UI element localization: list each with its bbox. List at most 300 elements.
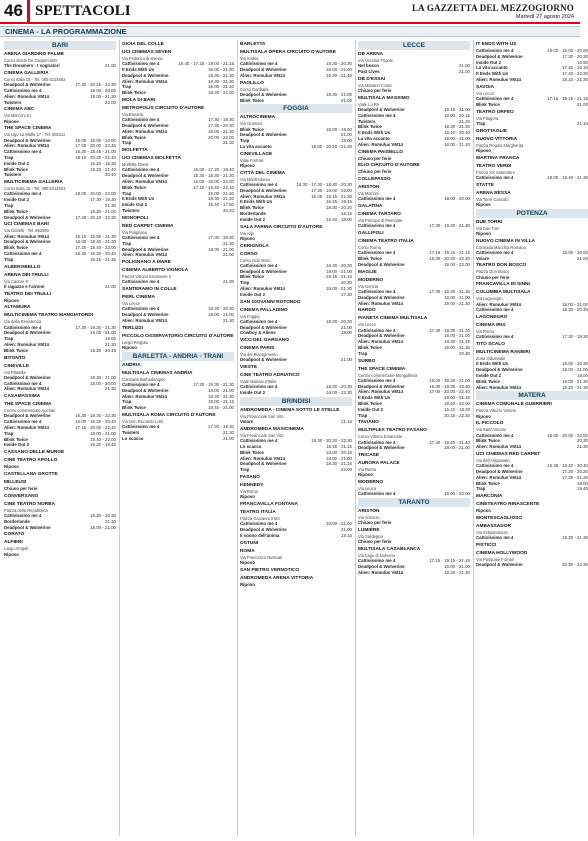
film-title: Alien: Romulus VM14 — [358, 141, 403, 147]
film-times: 18.00 - 21.00 — [562, 301, 588, 307]
cinema-address: Via Mazzini — [358, 191, 379, 197]
film-title: Cattivissimo me 4 — [358, 288, 396, 294]
cinema-entry — [240, 510, 352, 539]
cinema-entry — [358, 367, 470, 419]
cinema-entry — [358, 185, 470, 202]
film-title: Ripose — [476, 201, 491, 207]
cinema-name: GALATINA — [358, 204, 383, 210]
showtime-row — [240, 494, 352, 500]
cinema-entry — [122, 334, 234, 351]
film-times: 18.30 - 21.30 — [562, 384, 588, 390]
header-rule — [0, 22, 580, 24]
cinema-address: Via Indipendenza — [476, 529, 508, 535]
showtime-row — [240, 533, 352, 539]
cinema-name: CASTELLANA GROTTE — [4, 471, 58, 477]
film-title: Cattivissimo me 4 — [358, 327, 396, 333]
film-times: 18.30 - 21.30 — [208, 393, 234, 399]
cinema-entry — [240, 373, 352, 396]
film-times: 20.20 — [223, 207, 234, 213]
film-title: Lo scacco — [240, 443, 262, 449]
cinema-entry — [4, 180, 116, 220]
showtime-row — [358, 88, 470, 94]
film-title: Twisters — [358, 118, 376, 124]
cinema-entry — [358, 177, 470, 183]
film-title: The Dreamers - I sognatori — [4, 63, 60, 69]
cinema-name: TAVIANO — [358, 420, 379, 426]
film-times: 17.30 - 19.30 — [208, 234, 234, 240]
film-title: Alien: Romulus VM14 — [122, 393, 167, 399]
cinema-entry — [240, 225, 352, 242]
film-title: Alien: Romulus VM14 — [358, 300, 403, 306]
film-times: 17.20 - 19.40 - 22.00 — [75, 245, 116, 251]
cinema-name: TEATRO VERDI — [476, 163, 512, 169]
film-title: Cattivissimo me 4 — [358, 491, 396, 497]
cinema-name: MULTICINEMA RANIERI — [476, 350, 531, 356]
city-heading: BARI — [4, 41, 116, 50]
film-title: Blink Twice — [4, 245, 28, 251]
film-times: 21.30 — [105, 341, 116, 347]
cinema-name: TRICASE — [358, 453, 380, 459]
cinema-address: Piazza della Repubblica — [4, 507, 48, 513]
film-times: 18.30 - 20.30 — [326, 384, 352, 390]
film-title: Chiuso per ferie — [4, 485, 38, 491]
cinema-name: AMBASSADOR — [476, 523, 511, 529]
cinema-name: MULTISALA CASABLANCA — [358, 547, 421, 553]
listing-column-3 — [240, 40, 352, 836]
cinema-entry — [476, 551, 588, 568]
cinema-entry — [476, 502, 588, 514]
cinema-entry — [240, 152, 352, 169]
cinema-name: CINE TEATRO APOLLO — [4, 458, 58, 464]
cinema-entry — [358, 480, 470, 497]
showtime-row — [122, 252, 234, 258]
cinema-entry — [358, 212, 470, 229]
cinema-name: DB D'ESSAI — [358, 76, 386, 82]
film-times: 18.30 - 21.00 — [326, 91, 352, 97]
film-times: 18.30 - 20.30 — [326, 262, 352, 268]
film-title: Blink Twice — [4, 166, 28, 172]
film-times: 19.00 - 21.00 — [326, 521, 352, 527]
film-title: It Ends With Us — [358, 130, 391, 136]
film-title: Deadpool & Wolverine — [4, 413, 51, 419]
film-title: Blink Twice — [240, 449, 264, 455]
cinema-name: SAN GIOVANNI ROTONDO — [240, 299, 301, 305]
cinema-entry — [122, 363, 234, 369]
film-title: Blink Twice — [358, 256, 382, 262]
film-times: 16.10 - 18.20 — [444, 406, 470, 412]
cinema-address: Via Pitagora — [476, 115, 499, 121]
cinema-entry — [4, 71, 116, 105]
film-times: 18.00 - 20.15 — [444, 112, 470, 118]
film-times: 18.30 - 21.00 — [90, 374, 116, 380]
film-times: 18.30 - 20.30 — [326, 61, 352, 67]
film-times: 21.00 — [105, 283, 116, 289]
cinema-entry — [358, 77, 470, 94]
showtime-row — [122, 436, 234, 442]
cinema-address: Via Due Torri — [476, 225, 500, 231]
cinema-entry — [240, 541, 352, 547]
film-times: 19.00 - 21.30 — [444, 344, 470, 350]
showtime-row — [476, 231, 588, 237]
film-times: 18.00 - 20.00 — [562, 249, 588, 255]
film-title: Deadpool & Wolverine — [122, 246, 169, 252]
cinema-name: PIANETA CINEMA MULTISALA — [358, 316, 428, 322]
showtime-row — [476, 385, 588, 391]
cinema-entry — [476, 452, 588, 492]
film-times: 21.30 — [223, 140, 234, 146]
film-title: Cattivissimo me 4 — [4, 419, 42, 425]
cinema-address: Via Andria — [240, 56, 259, 61]
cinema-name: TEATRO DON BOSCO — [476, 263, 527, 269]
film-times: 19.00 — [577, 480, 588, 486]
film-times: 18.30 - 21.20 — [208, 196, 234, 202]
cinema-entry — [122, 287, 234, 293]
cinema-entry — [240, 42, 352, 48]
cinema-entry — [4, 502, 116, 531]
showtime-row — [240, 357, 352, 363]
city-heading: LECCE — [358, 41, 470, 50]
film-title: Deadpool & Wolverine — [476, 468, 523, 474]
film-title: Deadpool & Wolverine — [240, 324, 287, 330]
film-title: Inside Out 2 — [240, 291, 266, 297]
film-title: Volare — [476, 255, 490, 261]
film-times: 18.30 - 20.30 - 22.30 — [429, 256, 470, 262]
cinema-entry — [240, 115, 352, 149]
film-times: 21.00 — [223, 279, 234, 285]
cinema-name: MULTISALA ROMA CIRCUITO D'AUTORE — [122, 412, 216, 418]
cinema-address: Piazza Giovanni XXIII — [240, 515, 280, 521]
film-times: 21.30 — [223, 317, 234, 323]
cinema-address: Via Francesco Nutricati — [240, 554, 283, 560]
film-times: 21.20 — [459, 118, 470, 124]
cinema-address: Via Abruzzo — [358, 515, 380, 521]
film-title: Riposo — [240, 494, 255, 500]
film-times: 19.00 - 21.30 — [444, 300, 470, 306]
film-times: 20.40 — [105, 172, 116, 178]
film-title: Inside Out 2 — [4, 160, 30, 166]
film-times: 21.30 — [105, 386, 116, 392]
cinema-address: Contrada Barbadangelo — [122, 376, 166, 382]
cinema-name: MULTIPLEX TEATRO FASANO — [358, 428, 427, 434]
film-title: Cattivissimo me 4 — [358, 223, 396, 229]
cinema-entry — [4, 273, 116, 290]
cinema-name: THE SPACE CINEMA — [358, 366, 406, 372]
film-title: Trap — [122, 140, 132, 146]
cinema-entry — [476, 191, 588, 208]
showtime-row — [4, 464, 116, 470]
cinema-name: ALFIERI — [4, 540, 23, 546]
film-times: 19.00 - 21.00 — [444, 135, 470, 141]
showtime-row — [240, 330, 352, 336]
film-times: 18.00 - 21.00 — [326, 455, 352, 461]
cinema-name: MAGLIE — [358, 269, 377, 275]
cinema-name: ALBEROBELLO — [4, 264, 41, 270]
film-title: It Ends With Us — [476, 361, 509, 367]
film-times: 19.40 - 22.00 — [90, 436, 116, 442]
showtime-row — [476, 175, 588, 181]
cinema-entry — [358, 359, 470, 365]
cinema-name: LUMIÈRE — [358, 528, 380, 534]
film-times: 19.00 - 22.00 — [444, 261, 470, 267]
cinema-name: PICCOLO OSSERVATORIO CIRCUITO D'AUTORE — [122, 333, 234, 339]
film-times: 18.00 - 20.00 - 22.00 — [547, 432, 588, 438]
film-times: 19.45 — [577, 486, 588, 492]
showtime-row — [358, 491, 470, 497]
cinema-entry — [358, 420, 470, 426]
film-times: 21.30 — [223, 429, 234, 435]
showtime-row — [4, 119, 116, 125]
showtime-row — [4, 172, 116, 178]
cinema-name: CINE TEATRO NORBA — [4, 501, 56, 507]
cinema-name: MARCONIA — [476, 494, 503, 500]
film-title: Riposo — [4, 297, 19, 303]
film-times: 19.30 - 21.30 — [562, 535, 588, 541]
showtime-row — [476, 256, 588, 262]
cinema-name: MONOPOLI — [122, 215, 149, 221]
film-title: Alien: Romulus VM14 — [358, 389, 403, 395]
film-times: 17.40 - 22.20 — [562, 71, 588, 77]
film-times: 17.30 - 20.30 — [562, 53, 588, 59]
film-title: Il ragazzo e l'airone — [4, 283, 45, 289]
cinema-entry — [476, 110, 588, 127]
film-title: Cattivissimo me 4 — [240, 61, 278, 67]
film-title: La vita accanto — [240, 143, 272, 149]
cinema-name: MULTISALA MASSIMO — [358, 95, 410, 101]
showtime-row — [122, 318, 234, 324]
film-times: 16.50 — [577, 59, 588, 65]
film-title: Alien: Romulus VM14 — [4, 386, 49, 392]
film-times: 18.00 - 21.00 — [444, 333, 470, 339]
film-title: It Ends With Us — [358, 395, 391, 401]
cinema-address: Via Leuca — [358, 486, 377, 492]
film-times: 15.30 - 18.30 - 21.30 — [193, 173, 234, 179]
cinema-entry — [4, 356, 116, 362]
film-title: Chiuso per ferie — [358, 539, 392, 545]
film-times: 19.40 - 22.00 — [444, 400, 470, 406]
cinema-entry — [358, 96, 470, 148]
film-times: 16.30 - 18.30 - 20.40 — [75, 250, 116, 256]
cinema-entry — [476, 282, 588, 288]
film-title: Cattivissimo me 4 — [476, 463, 514, 469]
film-title: Cattivissimo me 4 — [476, 535, 514, 541]
film-title: It Ends With Us — [122, 67, 155, 72]
film-title: Inside Out 2 — [358, 406, 384, 412]
film-times: 17.15 - 19.15 - 21.15 — [429, 250, 470, 256]
film-times: 18.30 - 21.15 — [444, 339, 470, 345]
film-times: 16.00 - 18.20 - 20.40 — [75, 419, 116, 425]
cinema-address: Via Provinciale San Vito — [240, 413, 284, 419]
film-title: Deadpool & Wolverine — [358, 107, 405, 112]
film-title: Trap — [358, 350, 368, 356]
film-title: Twisters — [4, 99, 22, 105]
film-title: Alien: Romulus VM14 — [122, 128, 167, 134]
film-times: 16.30 - 19.30 - 22.30 — [75, 413, 116, 419]
film-times: 21.00 — [341, 132, 352, 138]
film-times: 18.00 - 21.00 — [90, 430, 116, 436]
cinema-entry — [476, 402, 588, 419]
film-title: Deadpool & Wolverine — [240, 268, 287, 274]
cinema-address: Via Mariano Costa — [358, 82, 392, 88]
film-title: Deadpool & Wolverine — [122, 72, 169, 78]
film-title: Inside Out 2 — [240, 216, 266, 222]
cinema-entry — [358, 239, 470, 268]
cinema-name: KENNEDY — [240, 482, 264, 488]
film-title: Cattivissimo me 4 — [358, 558, 396, 564]
cinema-name: DB ARENA — [358, 52, 384, 57]
cinema-entry — [476, 85, 588, 108]
film-times: 19.15 - 21.15 — [326, 274, 352, 280]
cinema-name: GALLIPOLI — [358, 231, 384, 237]
film-times: 17.30 - 19.30 — [208, 424, 234, 430]
film-title: Chiuso per ferie — [358, 155, 392, 161]
film-times: 17.40 - 20.10 - 22.30 — [75, 214, 116, 220]
cinema-name: MONTESCAGLIOSO — [476, 515, 523, 521]
film-title: Cattivissimo me 4 — [122, 279, 160, 285]
film-title: Cattivissimo me 4 — [122, 61, 160, 67]
listing-column-1 — [4, 40, 116, 836]
film-title: Trap — [4, 256, 14, 262]
listing-column-4 — [358, 40, 470, 836]
cinema-name: METROPOLIS CIRCUITO D'AUTORE — [122, 105, 205, 111]
film-times: 18.00 - 21.00 — [90, 524, 116, 530]
film-title: Deadpool & Wolverine — [358, 294, 405, 300]
showtime-row — [240, 236, 352, 242]
film-times: 20.30 — [341, 280, 352, 286]
showtime-row — [122, 279, 234, 285]
cinema-address: Via Torre Caricato — [476, 196, 509, 202]
cinema-entry — [4, 458, 116, 470]
film-times: 18.00 - 20.00 — [444, 491, 470, 497]
film-title: Cattivissimo me 4 — [122, 234, 160, 240]
cinema-entry — [4, 313, 116, 353]
showtime-row — [476, 334, 588, 340]
film-times: 18.30 - 20.30 — [326, 318, 352, 324]
film-title: Blink Twice — [240, 205, 264, 211]
cinema-name: TERLIZZI — [122, 325, 144, 331]
film-title: Alien: Romulus VM14 — [476, 76, 521, 82]
film-title: Alien: Romulus VM14 — [240, 72, 285, 78]
cinema-name: GIOIA DEL COLLE — [122, 42, 164, 47]
film-times: 19.00 — [105, 336, 116, 342]
showtime-row — [476, 486, 588, 492]
showtime-row — [358, 223, 470, 229]
film-times: 17.00 - 20.00 - 22.40 — [429, 389, 470, 395]
film-title: Blink Twice — [122, 90, 146, 96]
film-title: Deadpool & Wolverine — [4, 137, 51, 143]
film-times: 20.30 - 22.30 — [562, 562, 588, 568]
film-times: 17.30 - 19.30 - 21.30 — [429, 288, 470, 294]
film-title: Lo scacco — [122, 435, 144, 441]
film-title: Borderlands — [240, 210, 266, 216]
cinema-entry — [476, 42, 588, 83]
film-title: Deadpool & Wolverine — [476, 367, 523, 373]
film-title: Inside Out 2 — [476, 372, 502, 378]
film-times: 18.45 - 21.15 — [326, 443, 352, 449]
cinema-name: NUOVO VITTORIA — [476, 136, 518, 142]
cinema-name: TEATRO DEI TRULLI — [4, 291, 52, 297]
cinema-name: NARDÒ — [358, 308, 376, 314]
film-times: 18.00 - 19.45 - 21.30 — [547, 174, 588, 180]
showtime-row — [476, 562, 588, 568]
film-title: Il sonno dell'anima — [240, 532, 280, 538]
film-times: 17.30 - 19.30 — [208, 117, 234, 123]
cinema-name: THE SPACE CINEMA — [4, 402, 52, 408]
film-title: Inside Out 2 — [476, 59, 502, 65]
cinema-name: CORSO — [240, 251, 258, 257]
film-times: 19.20 - 21.40 — [90, 166, 116, 172]
film-times: 19.30 - 22.00 — [208, 90, 234, 96]
film-title: Twisters — [4, 172, 22, 178]
cinema-entry — [122, 326, 234, 332]
cinema-address: Centro commerciale Mongolfiera — [358, 372, 418, 378]
cinema-entry — [240, 244, 352, 250]
film-times: 18.30 - 20.30 — [208, 306, 234, 312]
showtime-row — [476, 77, 588, 83]
film-title: Cattivissimo me 4 — [122, 424, 160, 430]
cinema-address: Piazza Regina Margherita — [476, 142, 524, 148]
cinema-name: MODERNO — [358, 480, 384, 486]
cinema-address: Via Principe di Piemonte — [358, 218, 403, 224]
cinema-name: CONVERSANO — [4, 493, 39, 499]
cinema-name: CASAMASSIMA — [4, 394, 41, 400]
cinema-entry — [4, 222, 116, 262]
cinema-entry — [240, 483, 352, 500]
film-title: Cattivissimo me 4 — [4, 380, 42, 386]
film-times: 18.00 - 21.00 — [326, 67, 352, 72]
film-title: Riposo — [240, 235, 255, 241]
film-title: Alien: Romulus VM14 — [122, 317, 167, 323]
cinema-entry — [476, 137, 588, 154]
film-times: 17.30 - 21.20 — [562, 474, 588, 480]
film-title: Cattivissimo me 4 — [476, 95, 514, 101]
cinema-address: Largo Arngoli — [4, 546, 29, 552]
cinema-entry — [4, 52, 116, 69]
cinema-address: Via Lecce — [476, 90, 494, 96]
cinema-name: MILLEUSI — [4, 479, 27, 485]
film-times: 16.45 - 18.40 - 20.40 — [547, 463, 588, 469]
cinema-entry — [122, 371, 234, 411]
film-times: 18.30 - 20.30 - 22.30 — [311, 438, 352, 444]
film-title: Cattivissimo me 4 — [4, 250, 42, 256]
showtime-row — [358, 262, 470, 268]
cinema-name: TITO SCALO — [476, 342, 505, 348]
film-title: Chiuso per ferie — [358, 520, 392, 526]
cinema-name: CINE TEATRO ADRIATICO — [240, 373, 300, 379]
cinema-entry — [4, 494, 116, 500]
section-title: SPETTACOLI — [35, 3, 131, 19]
film-title: Ripose — [4, 118, 19, 124]
cinema-name: UCI CINEMAS BARI — [4, 222, 49, 228]
cinema-name: ARENA RESSA — [476, 190, 511, 196]
cinema-entry — [240, 346, 352, 363]
cinema-entry — [122, 216, 234, 222]
film-title: Cattivissimo me 4 — [358, 250, 396, 256]
film-title: Borderlands — [4, 518, 30, 524]
film-title: Twisters — [122, 207, 140, 213]
film-title: Deadpool & Wolverine — [240, 357, 287, 363]
cinema-address: Via Roma — [240, 488, 258, 494]
film-title: Cattivissimo me 4 — [240, 521, 278, 527]
film-times: 20.00 - 22.00 — [208, 134, 234, 140]
film-title: Alien: Romulus VM14 — [4, 233, 49, 239]
film-times: 20.30 — [577, 438, 588, 444]
cinema-name: CASSANO DELLE MURGE — [4, 450, 65, 456]
cinema-name: FASANO — [240, 474, 260, 480]
cinema-name: CITTÀ DEL CINEMA — [240, 170, 286, 176]
cinema-name: CINEMA PAISIELLO — [358, 149, 404, 155]
film-title: Deadpool & Wolverine — [4, 82, 51, 88]
city-heading: TARANTO — [358, 498, 470, 507]
